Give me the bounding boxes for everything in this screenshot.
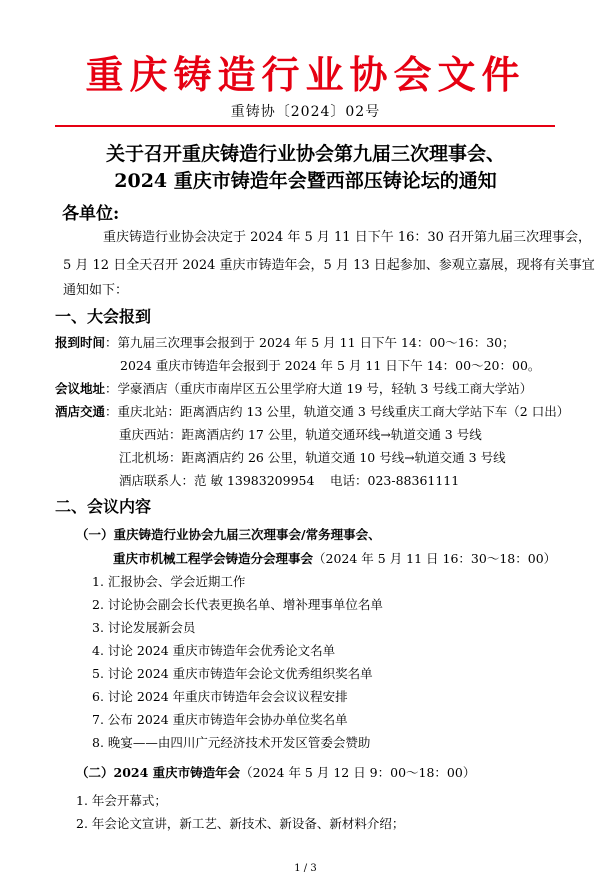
part1-heading-bold: 重庆市机械工程学会铸造分会理事会 bbox=[113, 551, 314, 566]
notice-title-line-2: 2024 重庆市铸造年会暨西部压铸论坛的通知 bbox=[114, 170, 497, 192]
hotel-contact: 酒店联系人：范 敏 13983209954 bbox=[119, 473, 315, 488]
report-time-label: 报到时间 bbox=[55, 335, 106, 350]
intro-line-2: 5 月 12 日全天召开 2024 重庆市铸造年会，5 月 13 日起参加、参观立嘉展，现将有关事宜 bbox=[63, 258, 595, 273]
report-time-row bbox=[55, 334, 515, 352]
hotel-transport-text-1: ：重庆北站：距离酒店约 13 公里，轨道交通 3 号线重庆工商大学站下车（2 口出） bbox=[105, 404, 570, 419]
hotel-phone: 电话：023-88361111 bbox=[330, 473, 460, 488]
part2-heading-time: （2024 年 5 月 12 日 9：00～18：00） bbox=[240, 765, 476, 780]
header-divider bbox=[55, 125, 555, 127]
report-time-text-2: 2024 重庆市铸造年会报到于 2024 年 5 月 11 日下午 14：00～20：00。 bbox=[120, 358, 541, 373]
hotel-transport-text-2: 重庆西站：距离酒店约 17 公里，轨道交通环线→轨道交通 3 号线 bbox=[119, 427, 482, 442]
agenda-item: 1. 汇报协会、学会近期工作 bbox=[92, 574, 246, 589]
report-time-text-1: ：第九届三次理事会报到于 2024 年 5 月 11 日下午 14：00～16：30； bbox=[105, 335, 515, 350]
part1-heading-text-1: （一）重庆铸造行业协会九届三次理事会/常务理事会、 bbox=[76, 527, 381, 542]
hotel-transport-label: 酒店交通 bbox=[55, 404, 106, 419]
document-header-title: 重庆铸造行业协会文件 bbox=[85, 52, 526, 97]
part2-heading-bold: （二）2024 重庆市铸造年会 bbox=[76, 765, 241, 780]
notice-title-line-1: 关于召开重庆铸造行业协会第九届三次理事会、 bbox=[105, 143, 505, 165]
part1-heading-time: （2024 年 5 月 11 日 16：30～18：00） bbox=[313, 551, 557, 566]
hotel-transport-text-3: 江北机场：距离酒店约 26 公里，轨道交通 10 号线→轨道交通 3 号线 bbox=[119, 450, 506, 465]
document-number: 重铸协〔2024〕02号 bbox=[230, 104, 381, 120]
venue-row bbox=[55, 380, 532, 398]
section-heading-registration: 一、大会报到 bbox=[55, 307, 152, 326]
hotel-transport-row bbox=[55, 403, 569, 421]
agenda-item: 8. 晚宴——由四川广元经济技术开发区管委会赞助 bbox=[92, 735, 371, 750]
venue-text: ：学豪酒店（重庆市南岸区五公里学府大道 19 号，轻轨 3 号线工商大学站） bbox=[105, 381, 533, 396]
part1-heading-line-2 bbox=[113, 550, 556, 568]
intro-line-1: 重庆铸造行业协会决定于 2024 年 5 月 11 日下午 16：30 召开第九届三次理事会， bbox=[103, 230, 592, 245]
part1-heading-line-1 bbox=[76, 526, 381, 544]
agenda-item: 6. 讨论 2024 年重庆市铸造年会会议议程安排 bbox=[92, 689, 348, 704]
venue-label: 会议地址 bbox=[55, 381, 106, 396]
section-heading-content: 二、会议内容 bbox=[55, 497, 152, 516]
salutation: 各单位: bbox=[62, 204, 120, 224]
agenda-item: 5. 讨论 2024 重庆市铸造年会论文优秀组织奖名单 bbox=[92, 666, 373, 681]
agenda-item: 2. 讨论协会副会长代表更换名单、增补理事单位名单 bbox=[92, 597, 383, 612]
agenda-item: 4. 讨论 2024 重庆市铸造年会优秀论文名单 bbox=[92, 643, 336, 658]
agenda-item: 7. 公布 2024 重庆市铸造年会协办单位奖名单 bbox=[92, 712, 348, 727]
part2-heading bbox=[76, 764, 475, 782]
annual-meeting-item: 1. 年会开幕式； bbox=[76, 793, 167, 808]
agenda-item: 3. 讨论发展新会员 bbox=[92, 620, 196, 635]
annual-meeting-item: 2. 年会论文宣讲，新工艺、新技术、新设备、新材料介绍； bbox=[76, 816, 405, 831]
page-number: 1 / 3 bbox=[294, 863, 317, 874]
intro-line-3: 通知如下： bbox=[63, 283, 129, 298]
